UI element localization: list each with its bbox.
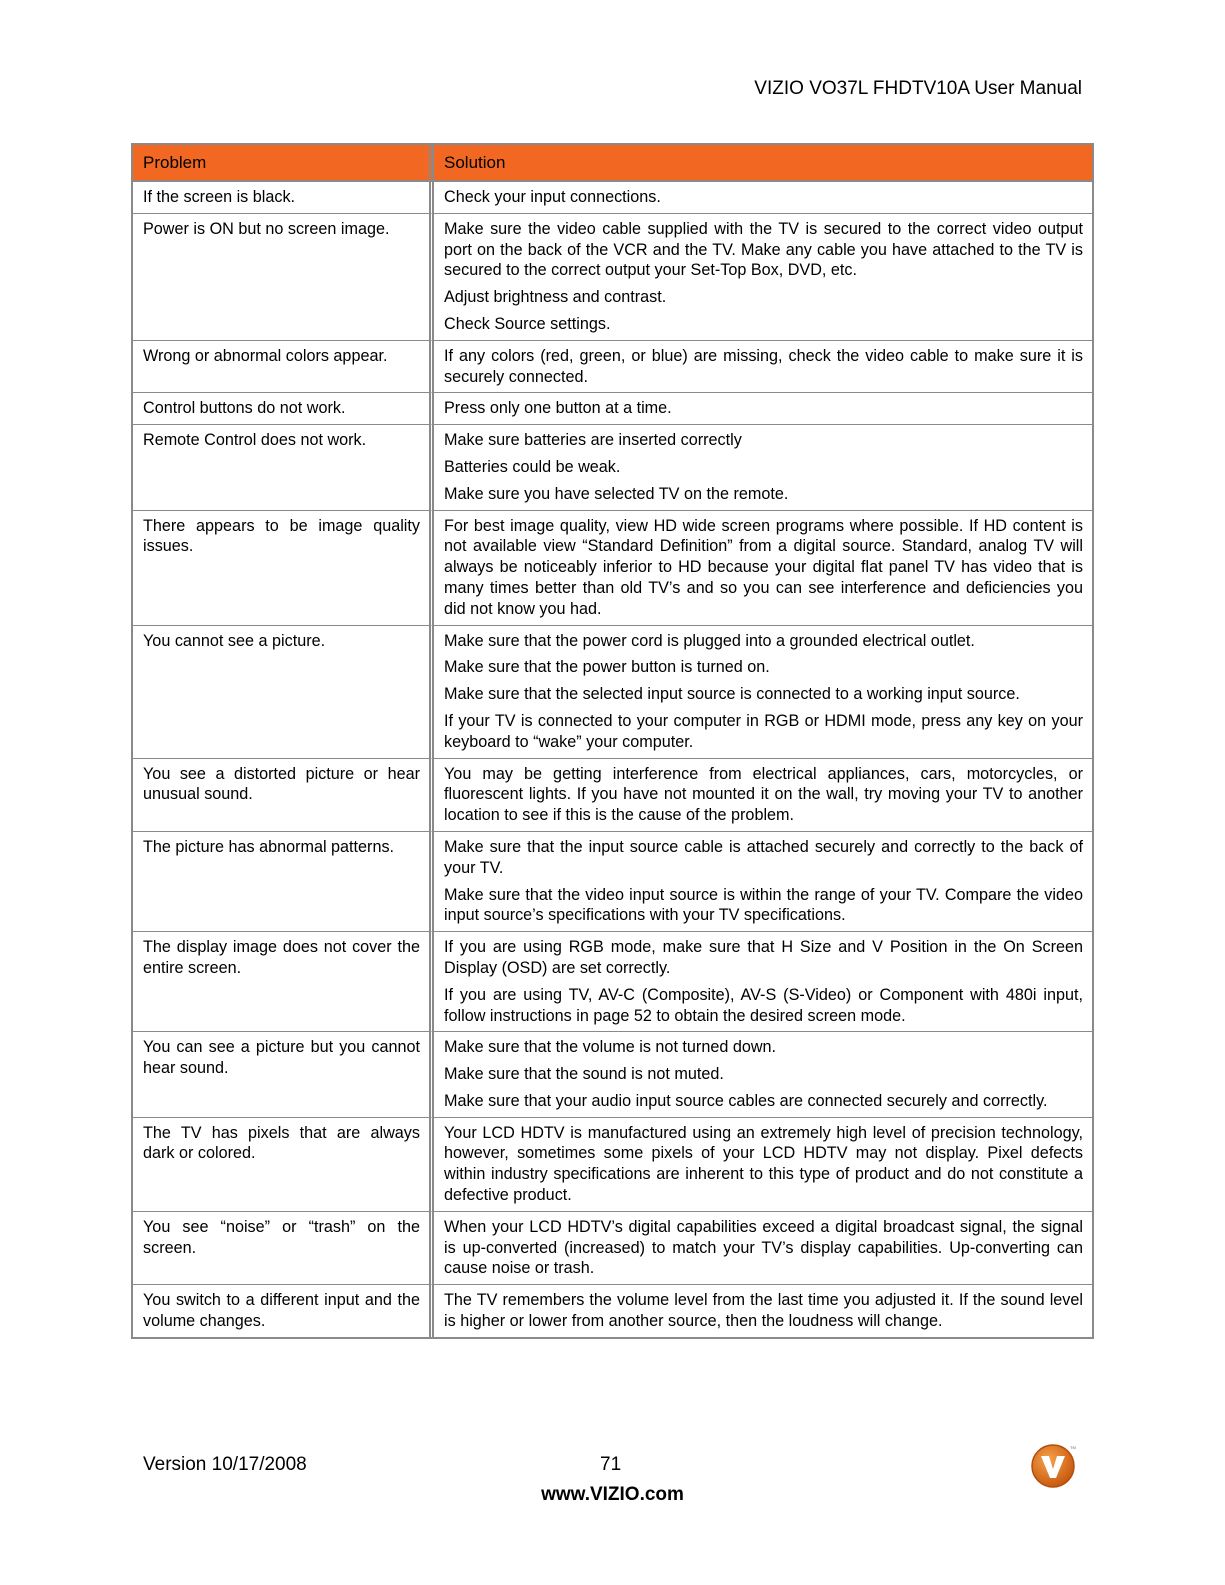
solution-paragraph: Your LCD HDTV is manufactured using an extremely high level of precision technology, however, sometimes some pixels of your LCD HDTV may not display. Pixel defects within industry specifications are inherent to this type of product and do not constitute a defective product. [444, 1123, 1083, 1205]
page-number: 71 [600, 1454, 622, 1475]
solution-paragraph: Check Source settings. [444, 314, 611, 333]
table-row [133, 393, 1092, 425]
table-row [133, 425, 1092, 510]
troubleshooting-table [131, 143, 1094, 1339]
problem-cell: You cannot see a picture. [133, 626, 434, 759]
table-row [133, 511, 1092, 626]
svg-text:TM: TM [1070, 1445, 1076, 1450]
solution-paragraph: Press only one button at a time. [444, 399, 672, 418]
solution-paragraph: Check your input connections. [444, 188, 661, 206]
solution-paragraph: When your LCD HDTV’s digital capabilities exceed a digital broadcast signal, the signal is up-converted (increased) to match your TV’s display capabilities. Up-converting can cause noise or trash. [444, 1217, 1083, 1278]
problem-cell: There appears to be image quality issues. [133, 511, 434, 626]
problem-cell: The TV has pixels that are always dark or colored. [133, 1118, 434, 1212]
table-row [133, 759, 1092, 832]
solution-paragraph: Make sure that the input source cable is attached securely and correctly to the back of your TV. [444, 837, 1083, 877]
solution-cell [434, 341, 1092, 394]
problem-cell: The display image does not cover the entire screen. [133, 932, 434, 1032]
solution-cell [434, 1285, 1092, 1337]
table-row [133, 1032, 1092, 1117]
solution-cell [434, 832, 1092, 932]
solution-paragraph: Make sure that the volume is not turned down. [444, 1038, 777, 1057]
solution-paragraph: If any colors (red, green, or blue) are missing, check the video cable to make sure it is securely connected. [444, 346, 1083, 386]
problem-cell: You can see a picture but you cannot hear sound. [133, 1032, 434, 1117]
problem-cell: You see “noise” or “trash” on the screen. [133, 1212, 434, 1285]
solution-paragraph: If your TV is connected to your computer in RGB or HDMI mode, press any key on your keyboard to “wake” your computer. [444, 711, 1083, 751]
solution-cell [434, 425, 1092, 510]
column-header-solution: Solution [434, 145, 1092, 182]
problem-cell: Wrong or abnormal colors appear. [133, 341, 434, 394]
column-header-problem: Problem [133, 145, 434, 182]
problem-cell: If the screen is black. [133, 182, 434, 214]
solution-paragraph: Make sure that the video input source is within the range of your TV. Compare the video input source’s specifications with your TV specifications. [444, 885, 1083, 925]
table-row [133, 182, 1092, 214]
solution-paragraph: The TV remembers the volume level from the last time you adjusted it. If the sound level is higher or lower from another source, then the loudness will change. [444, 1291, 1083, 1331]
footer-version: Version 10/17/2008 [143, 1454, 307, 1475]
problem-cell: You see a distorted picture or hear unusual sound. [133, 759, 434, 832]
solution-paragraph: Make sure you have selected TV on the remote. [444, 484, 789, 503]
solution-paragraph: If you are using RGB mode, make sure that H Size and V Position in the On Screen Display (OSD) are set correctly. [444, 938, 1083, 977]
problem-cell: You switch to a different input and the volume changes. [133, 1285, 434, 1337]
problem-cell: The picture has abnormal patterns. [133, 832, 434, 932]
table-row [133, 341, 1092, 394]
solution-paragraph: Make sure that the sound is not muted. [444, 1065, 724, 1084]
solution-cell [434, 1118, 1092, 1212]
solution-paragraph: Make sure that the power button is turned on. [444, 658, 770, 677]
page-header-title: VIZIO VO37L FHDTV10A User Manual [754, 78, 1082, 99]
problem-cell: Control buttons do not work. [133, 393, 434, 425]
table-row [133, 1285, 1092, 1337]
solution-paragraph: If you are using TV, AV-C (Composite), AV-S (S-Video) or Component with 480i input, follow instructions in page 52 to obtain the desired screen mode. [444, 985, 1083, 1025]
solution-cell [434, 182, 1092, 214]
table-header-row [133, 145, 1092, 182]
table-row [133, 1118, 1092, 1212]
solution-paragraph: For best image quality, view HD wide screen programs where possible. If HD content is not available view “Standard Definition” from a digital source. Standard, analog TV will always be noticeably inferior to HD because your digital flat panel TV has video that is many times better than old TV’s and so you can see interference and deficiencies you did not know you had. [444, 516, 1083, 618]
problem-cell: Power is ON but no screen image. [133, 214, 434, 341]
solution-paragraph: Adjust brightness and contrast. [444, 288, 667, 307]
solution-cell [434, 393, 1092, 425]
solution-cell [434, 932, 1092, 1032]
solution-cell [434, 626, 1092, 759]
solution-paragraph: You may be getting interference from electrical appliances, cars, motorcycles, or fluorescent lights. If you have not mounted it on the wall, try moving your TV to another location to see if this is the cause of the problem. [444, 764, 1083, 825]
problem-cell: Remote Control does not work. [133, 425, 434, 510]
solution-paragraph: Make sure that your audio input source cables are connected securely and correctly. [444, 1091, 1048, 1110]
table-row [133, 932, 1092, 1032]
table-row [133, 832, 1092, 932]
solution-paragraph: Batteries could be weak. [444, 457, 621, 476]
solution-cell [434, 1212, 1092, 1285]
solution-paragraph: Make sure the video cable supplied with the TV is secured to the correct video output port on the back of the VCR and the TV. Make any cable you have attached to the TV is secured to the correct output your Set-Top Box, DVD, etc. [444, 219, 1083, 280]
footer-url: www.VIZIO.com [541, 1484, 684, 1505]
solution-cell [434, 1032, 1092, 1117]
solution-cell [434, 511, 1092, 626]
vizio-v-logo-icon [1030, 1443, 1076, 1489]
table-body [133, 182, 1092, 1337]
solution-cell [434, 759, 1092, 832]
table-row [133, 1212, 1092, 1285]
solution-paragraph: Make sure that the selected input source is connected to a working input source. [444, 685, 1020, 704]
solution-cell [434, 214, 1092, 341]
solution-paragraph: Make sure batteries are inserted correctly [444, 431, 742, 450]
table-row [133, 626, 1092, 759]
solution-paragraph: Make sure that the power cord is plugged into a grounded electrical outlet. [444, 631, 975, 650]
table-row [133, 214, 1092, 341]
